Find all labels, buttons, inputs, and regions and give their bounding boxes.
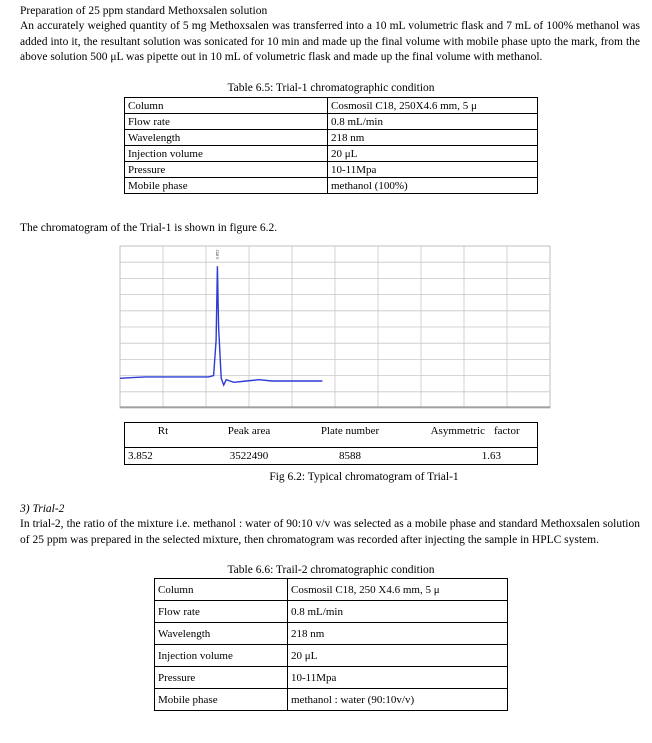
row-label: Injection volume (155, 645, 288, 667)
row-value: Cosmosil C18, 250X4.6 mm, 5 μ (328, 98, 538, 114)
figure-caption: Fig 6.2: Typical chromatogram of Trial-1 (269, 471, 459, 483)
row-value: 218 nm (288, 623, 508, 645)
intro-paragraph: An accurately weighed quantity of 5 mg Methoxsalen was transferred into a 10 mL volumetric flask and 7 mL of 100% methanol was added into it, the resultant solution was sonicated for 10 min and made up the final volume with mobile phase upto the mark, from the above solution 500 μL was pipette out in 10 mL of volumetric flask and made up the final volume with methanol. (20, 20, 640, 63)
table-row (155, 601, 508, 623)
chromatogram-chart (110, 242, 556, 418)
value-plate-number: 8588 (297, 448, 403, 465)
row-label: Wavelength (155, 623, 288, 645)
row-value: 10-11Mpa (288, 667, 508, 689)
value-rt: 3.852 (125, 448, 202, 465)
row-value: 20 μL (328, 146, 538, 162)
header-factor: factor (494, 425, 520, 437)
table-row (155, 667, 508, 689)
table-row (125, 98, 538, 114)
row-label: Injection volume (125, 146, 328, 162)
results-table (124, 422, 538, 465)
row-value: methanol : water (90:10v/v) (288, 689, 508, 711)
table-row (155, 645, 508, 667)
trial2-heading: 3) Trial-2 (20, 503, 65, 515)
row-value: 10-11Mpa (328, 162, 538, 178)
table-row (125, 178, 538, 194)
table-row (125, 114, 538, 130)
header-peak-area: Peak area (227, 425, 271, 437)
row-value: 0.8 mL/min (328, 114, 538, 130)
row-label: Wavelength (125, 130, 328, 146)
table2-caption: Table 6.6: Trail-2 chromatographic condition (227, 564, 435, 576)
trial2-paragraph: In trial-2, the ratio of the mixture i.e. methanol : water of 90:10 v/v was selected as a mobile phase and standard Methoxsalen solution of 25 ppm was prepared in the selected mixture, then chromatogram was recorded after injecting the sample in HPLC system. (20, 518, 640, 546)
row-label: Pressure (125, 162, 328, 178)
row-value: 218 nm (328, 130, 538, 146)
chromatogram-intro: The chromatogram of the Trial-1 is shown in figure 6.2. (20, 222, 278, 234)
row-label: Mobile phase (125, 178, 328, 194)
row-value: Cosmosil C18, 250 X4.6 mm, 5 μ (288, 579, 508, 601)
header-asymmetric: Asymmetric (430, 425, 485, 437)
table2 (154, 578, 508, 711)
row-label: Column (125, 98, 328, 114)
header-rt: Rt (157, 425, 169, 437)
row-label: Flow rate (155, 601, 288, 623)
row-value: 20 μL (288, 645, 508, 667)
header-plate-number: Plate number (320, 425, 380, 437)
row-label: Flow rate (125, 114, 328, 130)
table-row (125, 146, 538, 162)
table1-caption: Table 6.5: Trial-1 chromatographic condition (227, 82, 435, 94)
value-asymmetric-factor: 1.63 (403, 448, 538, 465)
peak-label: 3.852 (214, 249, 220, 260)
row-value: 0.8 mL/min (288, 601, 508, 623)
row-label: Pressure (155, 667, 288, 689)
row-label: Mobile phase (155, 689, 288, 711)
table-row (125, 162, 538, 178)
row-label: Column (155, 579, 288, 601)
table-row (155, 579, 508, 601)
table-row (125, 130, 538, 146)
table1 (124, 97, 538, 194)
intro-heading: Preparation of 25 ppm standard Methoxsalen solution (20, 5, 268, 17)
row-value: methanol (100%) (328, 178, 538, 194)
table-row (155, 689, 508, 711)
table-row (155, 623, 508, 645)
value-peak-area: 3522490 (201, 448, 297, 465)
